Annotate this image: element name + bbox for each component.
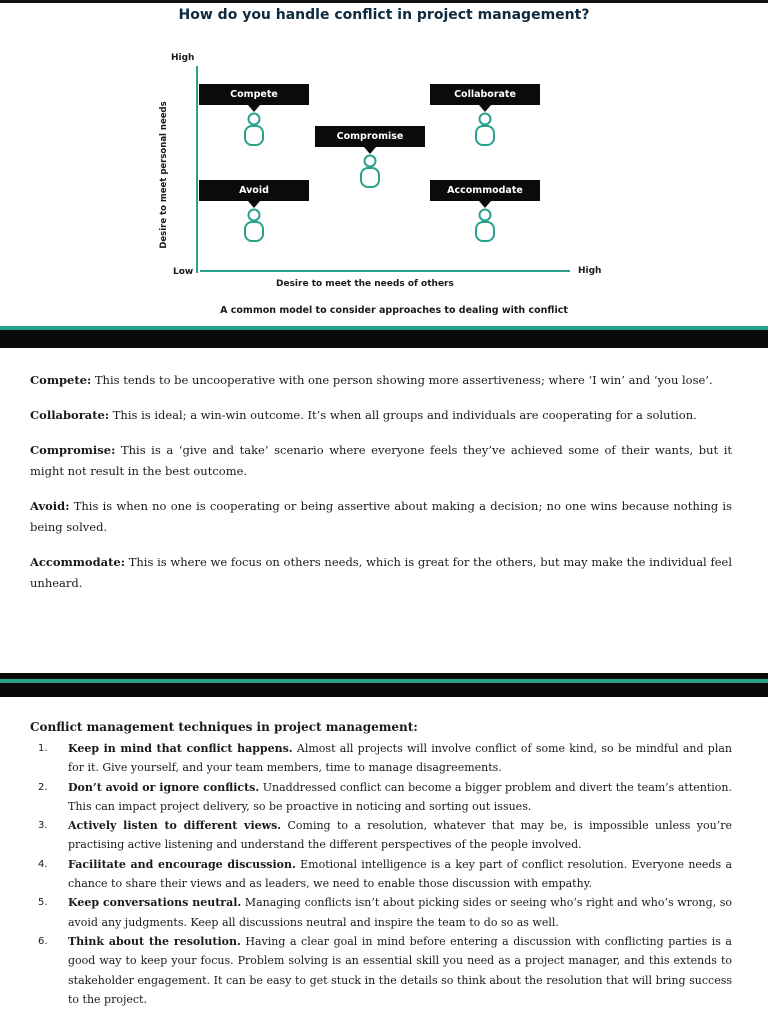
definition-text: This is ideal; a win-win outcome. It’s when all groups and individuals are cooperating for a solution. [112, 408, 697, 422]
diagram-title: How do you handle conflict in project management? [178, 7, 590, 23]
node-avoid [199, 180, 309, 242]
node-label: Avoid [199, 180, 309, 201]
technique-text: Managing conflicts isn’t about picking sides or seeing who’s right and who’s wrong, so avoid any judgments. Keep all discussions neutral and inspire the team to do so as well. [68, 896, 732, 929]
techniques-section [30, 720, 732, 1009]
technique-item [30, 778, 732, 817]
item-number: 5. [38, 897, 48, 909]
technique-item [30, 739, 732, 778]
node-label: Compromise [315, 126, 425, 147]
technique-item [30, 932, 732, 1009]
definition-text: This is where we focus on others needs, which is great for the others, but may make the individual feel unheard. [30, 555, 732, 590]
definition-term: Avoid: [30, 499, 70, 513]
definition-text: This is a ‘give and take’ scenario where everyone feels they’ve achieved some of their wants, but it might not result in the best outcome. [30, 443, 733, 478]
person-icon [359, 154, 381, 188]
item-number: 4. [38, 858, 48, 870]
pointer-arrow [364, 147, 376, 154]
definition-text: This is when no one is cooperating or being assertive about making a decision; no one wins because nothing is being solved. [30, 499, 733, 534]
pointer-arrow [248, 201, 260, 208]
top-border [0, 0, 768, 3]
technique-text: Almost all projects will involve conflict of some kind, so be mindful and plan for it. Give yourself, and your team members, time to manage disagreements. [68, 742, 733, 775]
node-compete [199, 84, 309, 146]
techniques-heading: Conflict management techniques in project management: [30, 720, 418, 734]
definition-text: This tends to be uncooperative with one person showing more assertiveness; where ‘I win’ and ‘you lose’. [94, 373, 713, 387]
person-icon [243, 112, 265, 146]
technique-text: Coming to a resolution, whatever that may be, is impossible unless you’re practising active listening and understand the different perspectives of the people involved. [68, 819, 732, 852]
technique-title: Actively listen to different views. [68, 819, 282, 833]
definition-avoid [30, 496, 732, 538]
x-axis-label: Desire to meet the needs of others [276, 279, 454, 289]
person-icon [474, 112, 496, 146]
definition-compromise [30, 440, 732, 482]
y-axis-high-label: High [171, 53, 195, 63]
technique-item [30, 855, 732, 894]
dark-divider-band [0, 330, 768, 348]
item-number: 3. [38, 820, 48, 832]
technique-title: Don’t avoid or ignore conflicts. [68, 780, 260, 794]
x-axis-high-label: High [578, 266, 602, 276]
definition-compete [30, 370, 732, 391]
technique-title: Keep conversations neutral. [68, 896, 242, 910]
definition-accommodate [30, 552, 732, 594]
technique-title: Facilitate and encourage discussion. [68, 857, 296, 871]
person-icon [243, 208, 265, 242]
y-axis-label: Desire to meet personal needs [159, 101, 169, 249]
node-collaborate [430, 84, 540, 146]
item-number: 2. [38, 781, 48, 793]
node-compromise [315, 126, 425, 188]
technique-text: Emotional intelligence is a key part of conflict resolution. Everyone needs a chance to share their views and as leaders, we need to enable those discussion with empathy. [68, 857, 732, 891]
dark-divider-band [0, 683, 768, 697]
technique-title: Keep in mind that conflict happens. [68, 742, 293, 755]
technique-title: Think about the resolution. [68, 934, 241, 948]
node-accommodate [430, 180, 540, 242]
item-number: 1. [38, 743, 48, 754]
y-axis-line [196, 66, 198, 273]
x-axis-line [200, 270, 570, 272]
item-number: 6. [38, 935, 48, 947]
conflict-model-diagram [0, 0, 768, 330]
y-axis-low-label: Low [173, 267, 194, 277]
technique-item [30, 816, 732, 855]
definition-term: Collaborate: [30, 408, 110, 422]
definition-term: Compromise: [30, 443, 116, 457]
person-icon [474, 208, 496, 242]
pointer-arrow [248, 105, 260, 112]
conflict-style-definitions [30, 370, 732, 608]
definition-collaborate [30, 405, 732, 426]
technique-text: Having a clear goal in mind before entering a discussion with conflicting parties is a good way to keep your focus. Problem solving is an essential skill you need as a project manager, and this extends to stakeholder engagement. It can be easy to get stuck in the details so think about the resolution that will bring success to the project. [68, 934, 732, 1006]
technique-item [30, 893, 732, 932]
definition-term: Accommodate: [30, 555, 125, 569]
node-label: Collaborate [430, 84, 540, 105]
diagram-caption: A common model to consider approaches to dealing with conflict [220, 305, 568, 316]
pointer-arrow [479, 105, 491, 112]
pointer-arrow [479, 201, 491, 208]
node-label: Compete [199, 84, 309, 105]
node-label: Accommodate [430, 180, 540, 201]
technique-text: Unaddressed conflict can become a bigger problem and divert the team’s attention. This can impact project delivery, so be proactive in noticing and sorting out issues. [68, 780, 733, 813]
definition-term: Compete: [30, 373, 92, 387]
